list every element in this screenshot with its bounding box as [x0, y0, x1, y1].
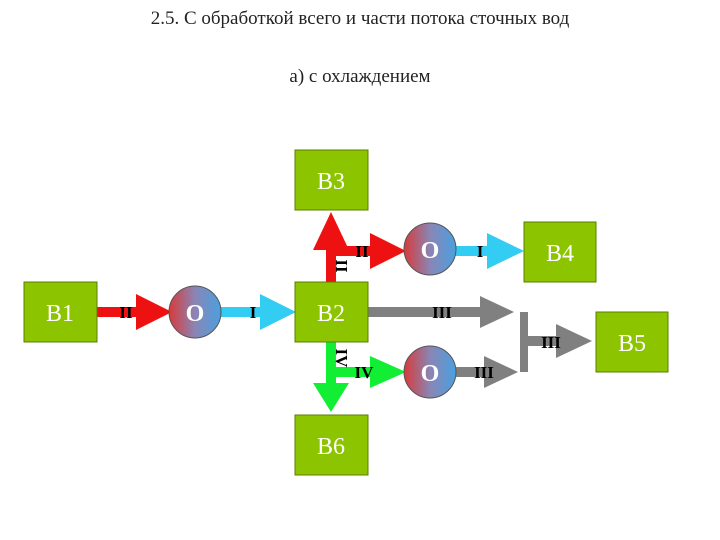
stream-label-junction-b5: III [541, 333, 561, 352]
cooler-o3 [404, 346, 456, 398]
block-b6 [295, 415, 368, 475]
stream-label-b1-o1: II [119, 303, 133, 322]
page-subtitle: а) с охлаждением [289, 66, 431, 87]
arrow-o1-b2 [218, 294, 296, 330]
stream-label-b2-b3: II [332, 259, 351, 273]
block-b3-label: В3 [316, 169, 346, 195]
block-b6-label: В6 [316, 434, 346, 460]
arrow-b1-o1 [96, 294, 172, 330]
block-b1-label: В1 [45, 301, 75, 327]
block-b2 [295, 282, 368, 342]
block-b4-label: В4 [545, 241, 575, 267]
cooler-o1-label: О [185, 301, 205, 327]
stream-label-o3-junction: III [474, 363, 494, 382]
block-b2-label: В2 [316, 301, 346, 327]
stream-label-o1-b2: I [249, 303, 257, 322]
block-b4 [524, 222, 596, 282]
block-b3 [295, 150, 368, 210]
cooler-o1 [169, 286, 221, 338]
stream-label-o2-b4: I [476, 242, 484, 261]
page-title: 2.5. С обработкой всего и части потока сточных вод [150, 8, 570, 29]
stream-label-b2-o2: II [355, 242, 369, 261]
block-b5 [596, 312, 668, 372]
block-b1 [24, 282, 97, 342]
stream-label-b2-junction: III [432, 303, 452, 322]
cooler-o2-label: О [420, 238, 440, 264]
stream-label-b2-b6: IV [332, 348, 351, 368]
stream-label-b2-o3: IV [354, 363, 374, 382]
cooler-o2 [404, 223, 456, 275]
arrow-o2-b4 [455, 233, 524, 269]
cooler-o3-label: О [420, 361, 440, 387]
block-b5-label: В5 [617, 331, 647, 357]
